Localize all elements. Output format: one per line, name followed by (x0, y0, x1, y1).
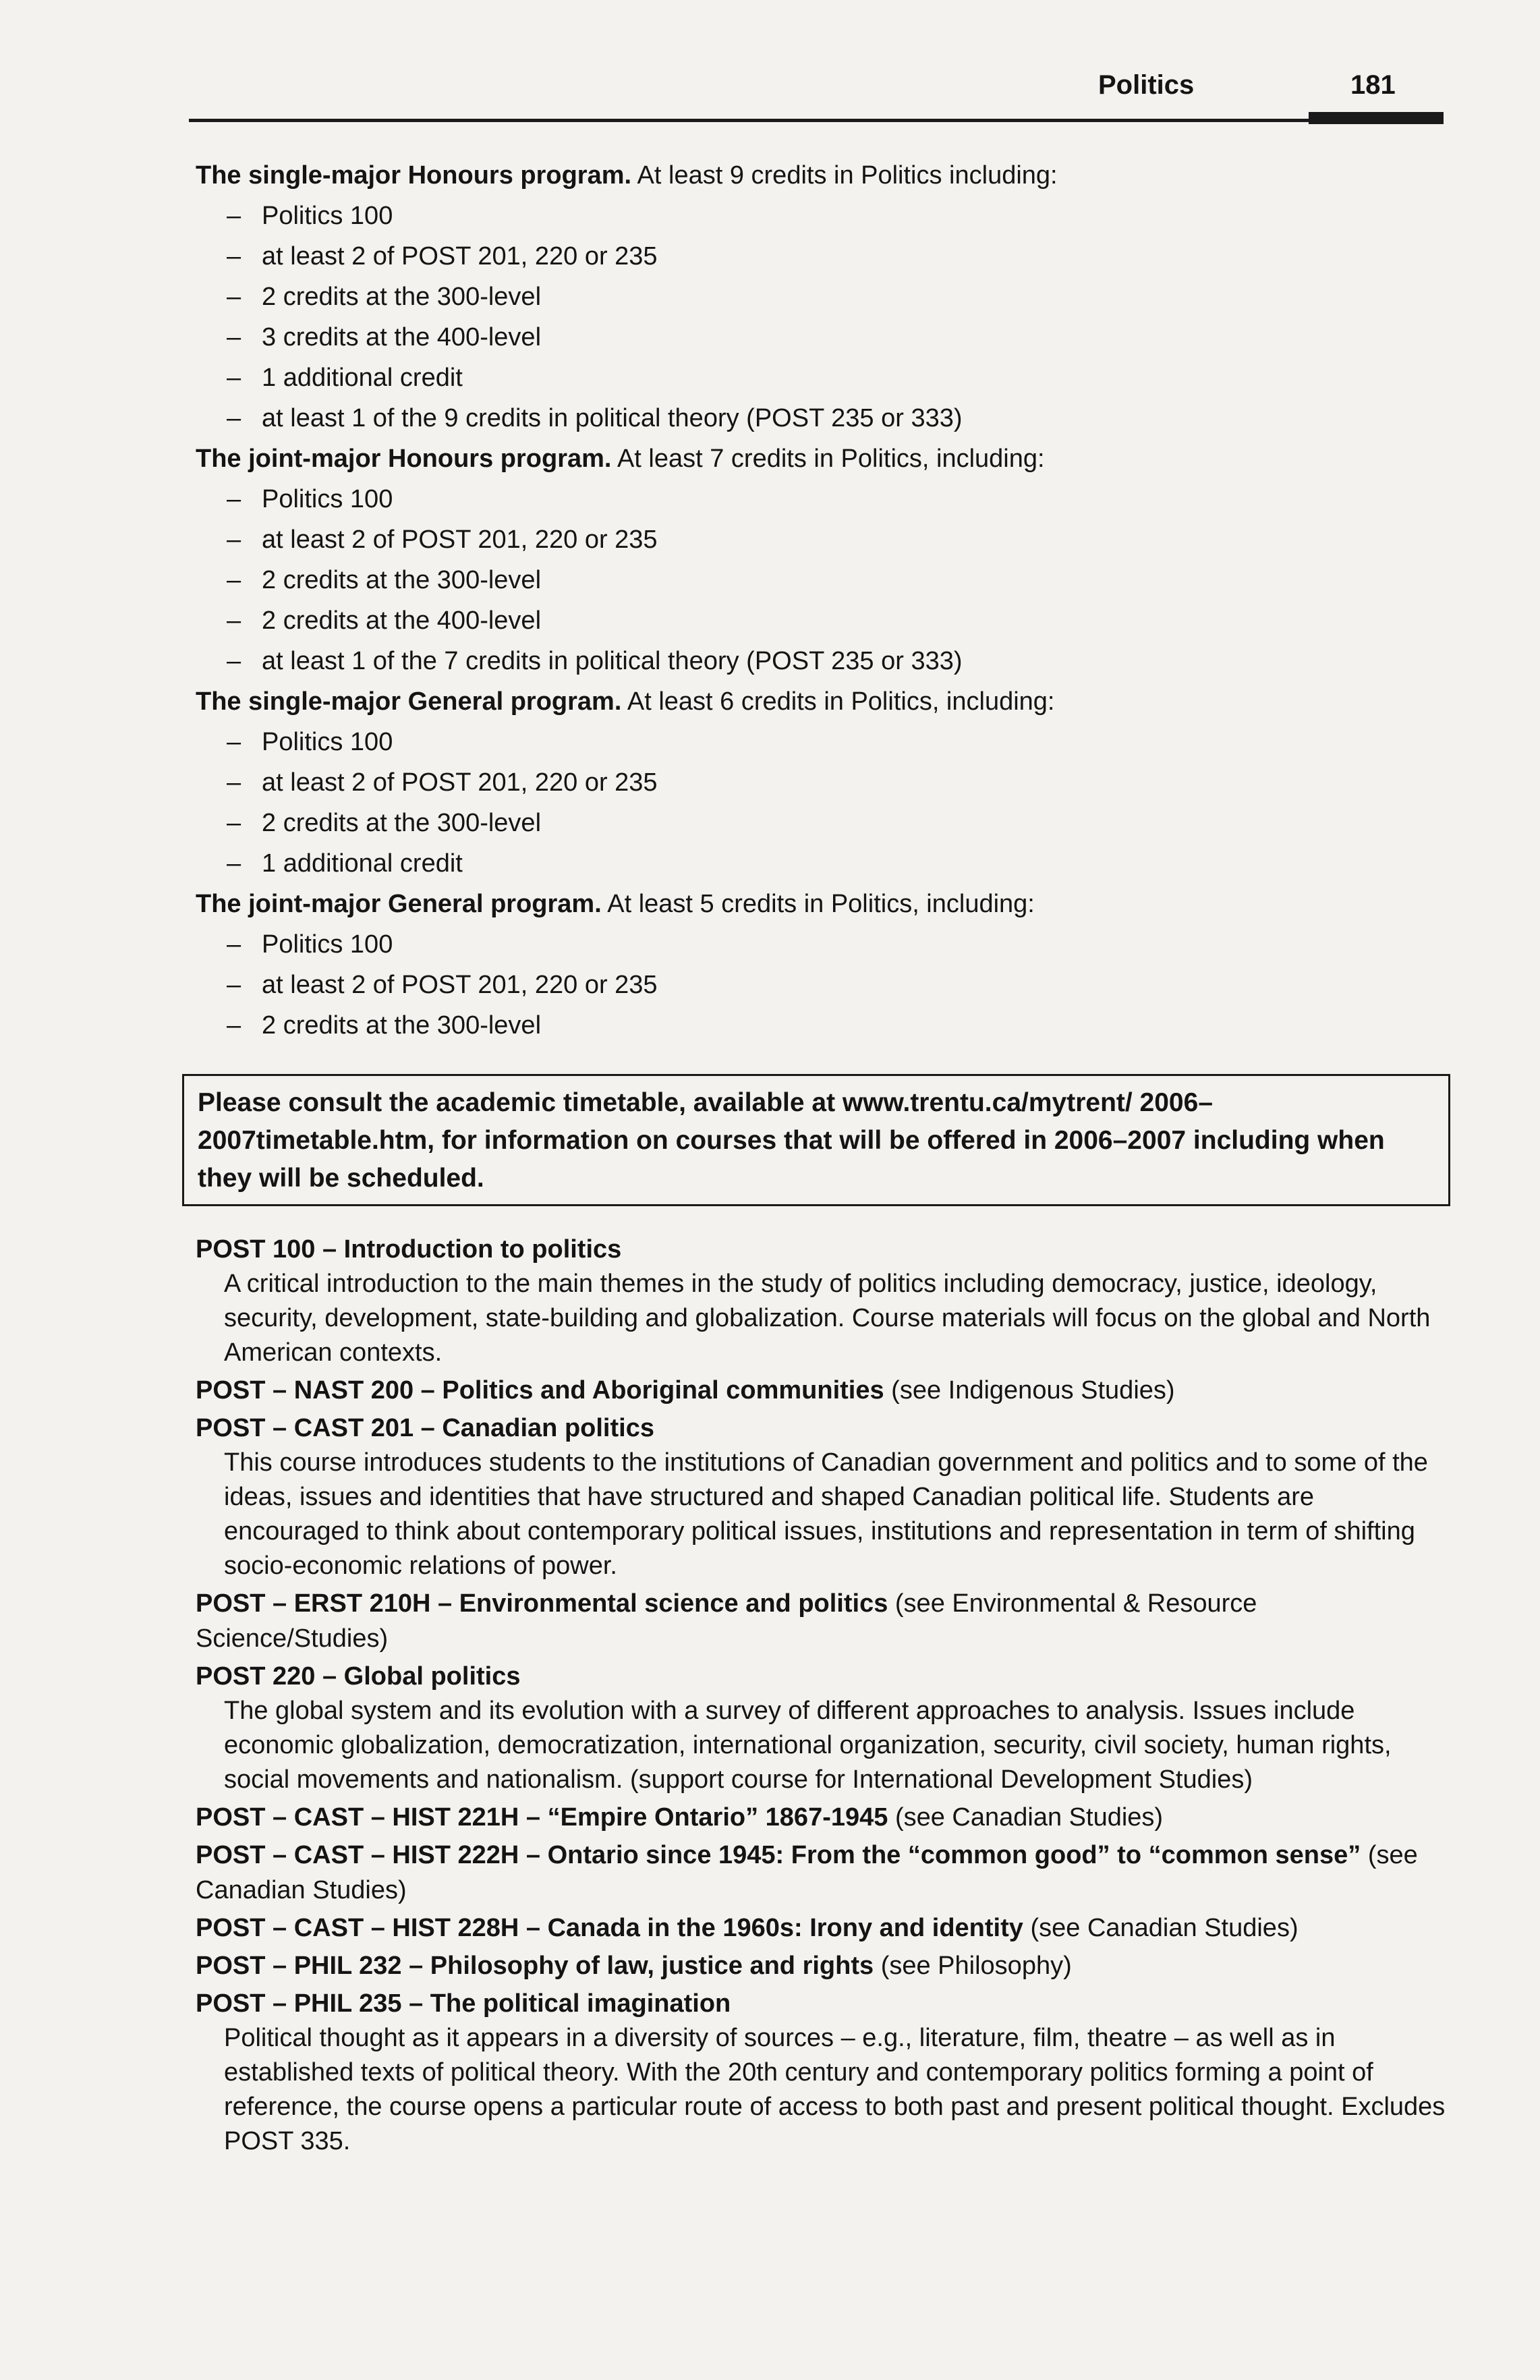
program-intro: At least 9 credits in Politics including: (637, 161, 1058, 190)
course-heading (196, 1948, 1450, 1983)
course-cross-reference: (see Canadian Studies) (894, 1803, 1164, 1832)
course-title: POST – CAST 201 – Canadian politics (196, 1414, 654, 1442)
program-heading (196, 155, 1450, 196)
course-cross-reference: (see Canadian Studies) (196, 1841, 1418, 1904)
page-content (196, 155, 1450, 2161)
requirement-item: – at least 2 of POST 201, 220 or 235 (196, 965, 1450, 1005)
course-entry (196, 1586, 1450, 1656)
requirement-list (196, 924, 1450, 1046)
program-single-major-general (196, 681, 1450, 884)
course-entry (196, 1838, 1450, 1908)
program-heading (196, 884, 1450, 924)
requirement-item: – Politics 100 (196, 924, 1450, 965)
requirement-item: – 3 credits at the 400-level (196, 317, 1450, 358)
timetable-notice-box: Please consult the academic timetable, available at www.trentu.ca/mytrent/ 2006–2007timetable.htm, for information on courses that will be offered in 2006–2007 including when they will be scheduled. (182, 1074, 1450, 1206)
course-cross-reference: (see Indigenous Studies) (891, 1376, 1175, 1405)
requirement-item: – Politics 100 (196, 722, 1450, 762)
requirement-list (196, 479, 1450, 681)
requirement-item: – 2 credits at the 300-level (196, 277, 1450, 317)
requirement-item: – at least 2 of POST 201, 220 or 235 (196, 236, 1450, 277)
program-joint-major-honours (196, 438, 1450, 681)
requirement-item: – 2 credits at the 400-level (196, 600, 1450, 641)
requirement-list (196, 722, 1450, 884)
program-title: The single-major General program. (196, 687, 622, 716)
course-heading (196, 1838, 1450, 1908)
program-single-major-honours (196, 155, 1450, 438)
course-title: POST – CAST – HIST 221H – “Empire Ontario” 1867-1945 (196, 1803, 888, 1832)
course-heading (196, 1910, 1450, 1946)
course-description: Political thought as it appears in a diversity of sources – e.g., literature, film, theatre – as well as in established texts of political theory. With the 20th century and contemporary politics forming a point of reference, the course opens a particular route of access to both past and present political thought. Excludes POST 335. (224, 2024, 1446, 2155)
requirement-item: – 1 additional credit (196, 843, 1450, 884)
requirement-item: – 2 credits at the 300-level (196, 1005, 1450, 1046)
requirement-item: – at least 1 of the 9 credits in political theory (POST 235 or 333) (196, 398, 1450, 438)
course-description: A critical introduction to the main themes in the study of politics including democracy, justice, ideology, security, development, state-building and globalization. Course materials will focus on the global and North American contexts. (224, 1270, 1431, 1367)
course-title: POST – NAST 200 – Politics and Aboriginal communities (196, 1376, 884, 1405)
program-intro: At least 6 credits in Politics, including: (627, 687, 1055, 716)
program-joint-major-general (196, 884, 1450, 1046)
course-heading (196, 1800, 1450, 1835)
course-title: POST – ERST 210H – Environmental science and politics (196, 1589, 888, 1618)
requirement-item: – 2 credits at the 300-level (196, 560, 1450, 600)
course-title: POST – CAST – HIST 228H – Canada in the 1960s: Irony and identity (196, 1914, 1023, 1942)
requirement-item: – at least 2 of POST 201, 220 or 235 (196, 762, 1450, 803)
course-entry (196, 1232, 1450, 1370)
course-cross-reference: (see Philosophy) (880, 1952, 1072, 1980)
program-intro: At least 7 credits in Politics, including: (617, 445, 1045, 473)
course-cross-reference: (see Environmental & Resource Science/Studies) (196, 1589, 1257, 1653)
course-title: POST 100 – Introduction to politics (196, 1235, 622, 1264)
running-head: Politics (1098, 70, 1195, 100)
course-heading (196, 1373, 1450, 1408)
course-entry (196, 1373, 1450, 1408)
course-heading (196, 1232, 1450, 1267)
course-description: This course introduces students to the institutions of Canadian government and politics and to some of the ideas, issues and identities that have structured and shaped Canadian political life. Students are encouraged to think about contemporary political issues, institutions and representation in term of shifting socio-economic relations of power. (224, 1448, 1428, 1580)
requirement-item: – 1 additional credit (196, 358, 1450, 398)
requirement-item: – Politics 100 (196, 196, 1450, 236)
course-heading (196, 1986, 1450, 2021)
course-entry (196, 1659, 1450, 1797)
requirement-item: – at least 1 of the 7 credits in political theory (POST 235 or 333) (196, 641, 1450, 681)
course-title: POST – PHIL 232 – Philosophy of law, justice and rights (196, 1952, 874, 1980)
requirement-list (196, 196, 1450, 438)
course-title: POST 220 – Global politics (196, 1662, 521, 1691)
program-title: The single-major Honours program. (196, 161, 632, 190)
course-title: POST – PHIL 235 – The political imagination (196, 1989, 731, 2018)
course-heading (196, 1586, 1450, 1656)
program-title: The joint-major Honours program. (196, 445, 612, 473)
program-intro: At least 5 credits in Politics, including: (607, 890, 1035, 918)
header-tab-marker (1309, 112, 1444, 124)
course-title: POST – CAST – HIST 222H – Ontario since 1945: From the “common good” to “common sense” (196, 1841, 1361, 1869)
course-heading (196, 1659, 1450, 1694)
requirement-item: – 2 credits at the 300-level (196, 803, 1450, 843)
course-entry (196, 1910, 1450, 1946)
program-heading (196, 681, 1450, 722)
page-number: 181 (1350, 70, 1396, 100)
program-heading (196, 438, 1450, 479)
header-rule (189, 119, 1444, 122)
requirement-item: – at least 2 of POST 201, 220 or 235 (196, 519, 1450, 560)
course-entry (196, 1411, 1450, 1583)
program-title: The joint-major General program. (196, 890, 602, 918)
course-description: The global system and its evolution with a survey of different approaches to analysis. Issues include economic globalization, democratization, international organization, security, civil society, human rights, social movements and nationalism. (support course for International Development Studies) (224, 1697, 1392, 1794)
course-cross-reference: (see Canadian Studies) (1030, 1914, 1299, 1942)
course-entry (196, 1948, 1450, 1983)
course-entry (196, 1986, 1450, 2159)
course-heading (196, 1411, 1450, 1446)
course-entry (196, 1800, 1450, 1835)
requirement-item: – Politics 100 (196, 479, 1450, 519)
